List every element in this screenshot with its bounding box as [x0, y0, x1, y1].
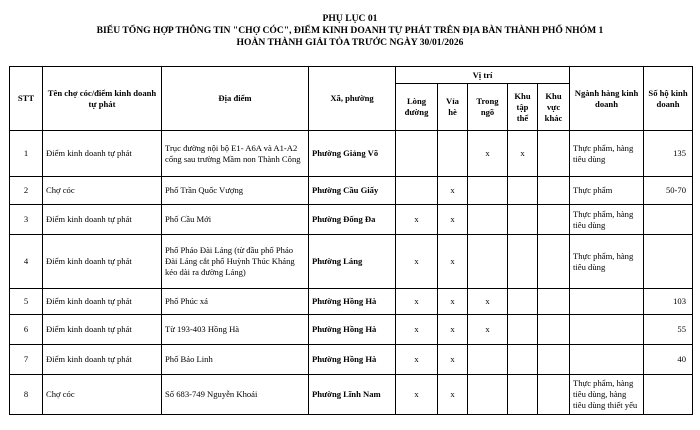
cell-location: Phố Trần Quốc Vượng	[162, 177, 309, 205]
cell-via-he: x	[438, 289, 468, 315]
cell-stt: 8	[10, 375, 43, 415]
cell-stt: 7	[10, 345, 43, 375]
summary-title: BIỂU TỔNG HỢP THÔNG TIN "CHỢ CÓC", ĐIỂM KINH DOANH TỰ PHÁT TRÊN ĐỊA BÀN THÀNH PHỐ NHÓM 1	[96, 25, 604, 36]
cell-households	[644, 375, 693, 415]
cell-location: Số 683-749 Nguyễn Khoái	[162, 375, 309, 415]
cell-khu-tap-the	[508, 375, 538, 415]
cell-stt: 2	[10, 177, 43, 205]
cell-trong-ngo: x	[468, 289, 508, 315]
cell-long-duong: x	[396, 235, 438, 289]
cell-name: Điểm kinh doanh tự phát	[43, 235, 162, 289]
cell-khu-tap-the	[508, 235, 538, 289]
cell-name: Điểm kinh doanh tự phát	[43, 289, 162, 315]
header-name: Tên chợ cóc/điểm kinh doanh tự phát	[43, 67, 162, 131]
cell-long-duong: x	[396, 289, 438, 315]
cell-households	[644, 205, 693, 235]
header-via-he: Vỉa hè	[438, 84, 468, 131]
cell-ward: Phường Giảng Võ	[309, 131, 396, 177]
cell-stt: 4	[10, 235, 43, 289]
cell-goods	[570, 315, 644, 345]
cell-long-duong	[396, 177, 438, 205]
cell-ward: Phường Hồng Hà	[309, 345, 396, 375]
document-title-block	[0, 13, 700, 49]
header-position: Vị trí	[396, 67, 570, 84]
cell-via-he: x	[438, 345, 468, 375]
header-households: Số hộ kinh doanh	[644, 67, 693, 131]
cell-stt: 5	[10, 289, 43, 315]
cell-khu-tap-the	[508, 315, 538, 345]
cell-trong-ngo	[468, 235, 508, 289]
header-long-duong: Lòng đường	[396, 84, 438, 131]
cell-households: 50-70	[644, 177, 693, 205]
cell-long-duong: x	[396, 315, 438, 345]
header-location: Địa điểm	[162, 67, 309, 131]
header-goods: Ngành hàng kinh doanh	[570, 67, 644, 131]
cell-households: 40	[644, 345, 693, 375]
table-row	[10, 177, 693, 205]
table-row	[10, 345, 693, 375]
market-summary-table	[9, 66, 693, 415]
cell-khu-vuc-khac	[538, 177, 570, 205]
cell-trong-ngo	[468, 375, 508, 415]
cell-goods: Thực phẩm, hàng tiêu dùng	[570, 235, 644, 289]
header-trong-ngo: Trong ngõ	[468, 84, 508, 131]
cell-name: Điểm kinh doanh tự phát	[43, 345, 162, 375]
table-row	[10, 131, 693, 177]
cell-location: Phố Phúc xá	[162, 289, 309, 315]
cell-stt: 3	[10, 205, 43, 235]
cell-ward: Phường Láng	[309, 235, 396, 289]
cell-via-he: x	[438, 177, 468, 205]
cell-khu-vuc-khac	[538, 205, 570, 235]
cell-trong-ngo: x	[468, 315, 508, 345]
cell-khu-tap-the: x	[508, 131, 538, 177]
header-khu-vuc-khac: Khu vực khác	[538, 84, 570, 131]
cell-goods: Thực phẩm, hàng tiêu dùng	[570, 131, 644, 177]
cell-location: Trục đường nội bộ E1- A6A và A1-A2 cổng sau trường Mầm non Thành Công	[162, 131, 309, 177]
cell-goods	[570, 289, 644, 315]
table-row	[10, 375, 693, 415]
cell-trong-ngo	[468, 177, 508, 205]
cell-name: Chợ cóc	[43, 177, 162, 205]
cell-households: 103	[644, 289, 693, 315]
cell-ward: Phường Lĩnh Nam	[309, 375, 396, 415]
cell-long-duong	[396, 131, 438, 177]
cell-ward: Phường Cầu Giấy	[309, 177, 396, 205]
table-row	[10, 289, 693, 315]
table-row	[10, 235, 693, 289]
deadline-title: HOÀN THÀNH GIẢI TỎA TRƯỚC NGÀY 30/01/2026	[236, 37, 464, 48]
header-ward: Xã, phường	[309, 67, 396, 131]
cell-khu-tap-the	[508, 289, 538, 315]
header-khu-tap-the: Khu tập thể	[508, 84, 538, 131]
cell-via-he: x	[438, 205, 468, 235]
cell-via-he	[438, 131, 468, 177]
cell-long-duong: x	[396, 375, 438, 415]
cell-ward: Phường Hồng Hà	[309, 289, 396, 315]
cell-households: 135	[644, 131, 693, 177]
cell-name: Điểm kinh doanh tự phát	[43, 205, 162, 235]
header-stt: STT	[10, 67, 43, 131]
cell-ward: Phường Đống Đa	[309, 205, 396, 235]
cell-name: Điểm kinh doanh tự phát	[43, 131, 162, 177]
cell-name: Điểm kinh doanh tự phát	[43, 315, 162, 345]
cell-long-duong: x	[396, 345, 438, 375]
cell-long-duong: x	[396, 205, 438, 235]
cell-khu-vuc-khac	[538, 345, 570, 375]
cell-via-he: x	[438, 235, 468, 289]
cell-trong-ngo: x	[468, 131, 508, 177]
cell-trong-ngo	[468, 345, 508, 375]
cell-location: Phố Bảo Linh	[162, 345, 309, 375]
cell-khu-tap-the	[508, 177, 538, 205]
cell-location: Từ 193-403 Hồng Hà	[162, 315, 309, 345]
cell-households: 55	[644, 315, 693, 345]
cell-goods	[570, 345, 644, 375]
cell-name: Chợ cóc	[43, 375, 162, 415]
cell-location: Phố Pháo Đài Láng (từ đầu phố Pháo Đài Láng cắt phố Huỳnh Thúc Kháng kéo dài ra đường Láng)	[162, 235, 309, 289]
cell-khu-tap-the	[508, 205, 538, 235]
cell-khu-tap-the	[508, 345, 538, 375]
cell-khu-vuc-khac	[538, 315, 570, 345]
table-row	[10, 315, 693, 345]
cell-households	[644, 235, 693, 289]
cell-stt: 1	[10, 131, 43, 177]
cell-location: Phố Cầu Mới	[162, 205, 309, 235]
table-row	[10, 205, 693, 235]
cell-stt: 6	[10, 315, 43, 345]
cell-via-he: x	[438, 315, 468, 345]
cell-khu-vuc-khac	[538, 131, 570, 177]
cell-goods: Thực phẩm, hàng tiêu dùng, hàng tiêu dùng thiết yếu	[570, 375, 644, 415]
cell-khu-vuc-khac	[538, 235, 570, 289]
cell-trong-ngo	[468, 205, 508, 235]
cell-goods: Thực phẩm, hàng tiêu dùng	[570, 205, 644, 235]
cell-goods: Thực phẩm	[570, 177, 644, 205]
cell-khu-vuc-khac	[538, 289, 570, 315]
cell-khu-vuc-khac	[538, 375, 570, 415]
cell-ward: Phường Hồng Hà	[309, 315, 396, 345]
appendix-title: PHỤ LỤC 01	[322, 13, 378, 24]
cell-via-he: x	[438, 375, 468, 415]
